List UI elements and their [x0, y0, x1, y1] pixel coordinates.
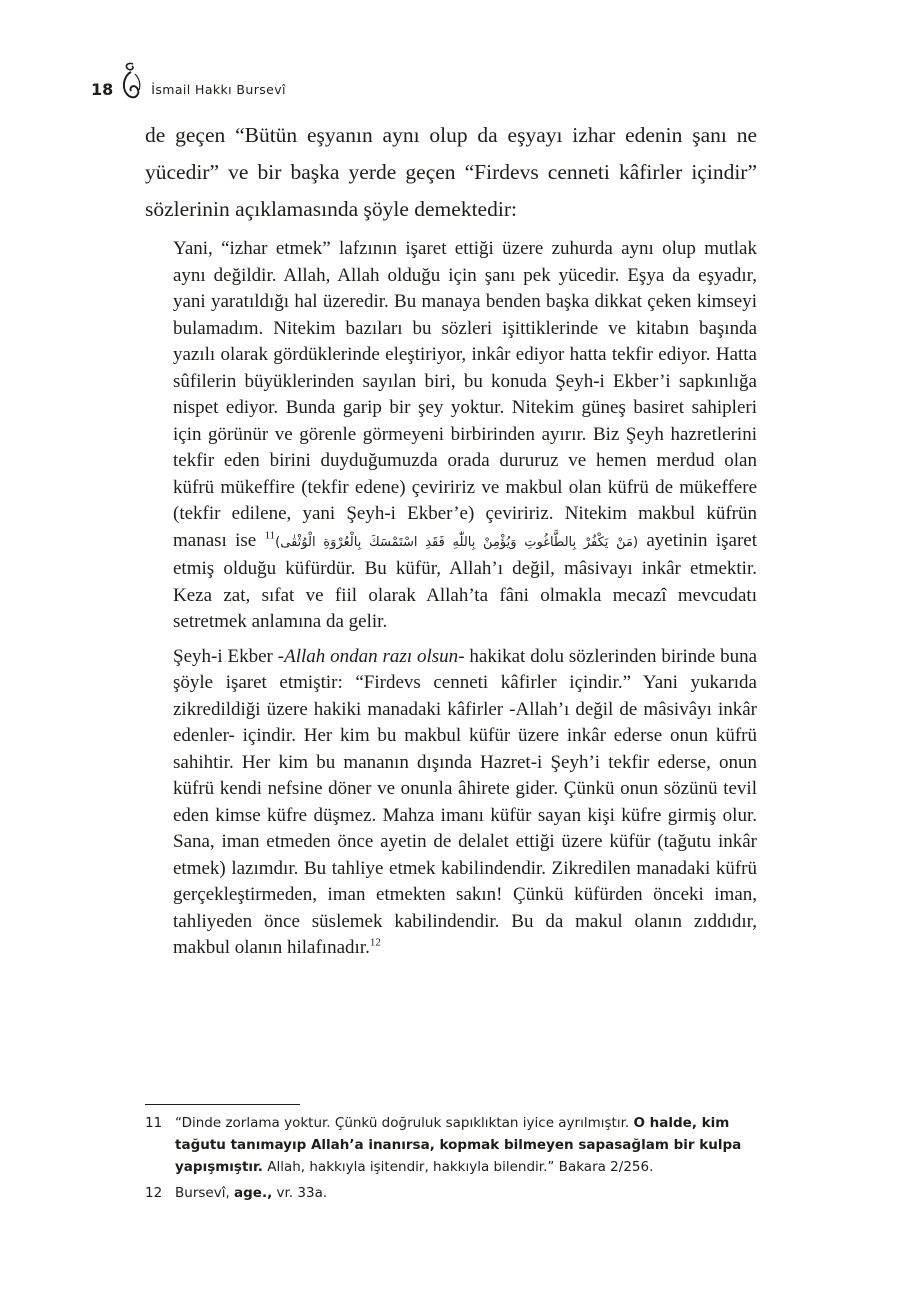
- footnote-text-part: vr. 33a.: [272, 1185, 328, 1201]
- page-number: 18: [91, 79, 114, 99]
- footnote-ref-12: 12: [369, 936, 381, 949]
- quote-text: Şeyh-i Ekber -: [173, 645, 285, 667]
- footnote-number: 12: [145, 1185, 163, 1201]
- footnotes: [145, 1112, 757, 1204]
- running-title: İsmail Hakkı Bursevî: [151, 81, 286, 97]
- page-header: [91, 60, 286, 104]
- footnote-text-part: Bursevî,: [175, 1185, 235, 1201]
- footnote-11: [145, 1112, 757, 1178]
- footnote-number: 11: [145, 1115, 163, 1131]
- footnote-ref-11: 11: [264, 529, 276, 542]
- footnote-bold-text: O halde, kim tağutu tanımayıp Allah’a inanırsa, kopmak bilmeyen sapasağlam bir kulpa yapışmıştır.: [175, 1115, 742, 1175]
- footnote-divider: [145, 1104, 300, 1105]
- arabic-verse: (مَنْ يَكْفُرْ بِالطَّاغُوتِ وَيُؤْمِنْ بِاللّٰهِ فَقَدِ اسْتَمْسَكَ بِالْعُرْوَةِ الْوُثْقٰى): [275, 534, 639, 550]
- quote-paragraph-2: [173, 644, 757, 962]
- footnote-text-part: “Dinde zorlama yoktur. Çünkü doğruluk sapıklıktan iyice ayrılmıştır.: [175, 1115, 634, 1131]
- quote-italic-phrase: Allah ondan razı olsun: [284, 645, 459, 667]
- footnote-12: [145, 1182, 757, 1204]
- intro-paragraph: de geçen “Bütün eşyanın aynı olup da eşyayı izhar edenin şanı ne yücedir” ve bir başka yerde geçen “Firdevs cenneti kâfirler içindir” sözlerinin açıklamasında şöyle demektedir:: [145, 123, 757, 221]
- quote-paragraph-1: [173, 236, 757, 636]
- footnote-bold-text: age.,: [234, 1185, 273, 1201]
- footnote-text: [175, 1112, 757, 1178]
- quote-text: ayetinin işaret etmiş olduğu küfürdür. Bu küfür, Allah’ı değil, mâsivayı inkâr etmektir. Keza zat, sıfat ve fiil olarak Allah’ta fâni olmakla mecazî mevcudatı setretmek anlamına da gelir.: [173, 529, 757, 632]
- calligraphic-ornament-icon: [119, 60, 145, 104]
- footnote-text: [175, 1182, 757, 1204]
- block-quote: [173, 236, 757, 962]
- footnote-text-part: Allah, hakkıyla işitendir, hakkıyla bilendir.” Bakara 2/256.: [262, 1159, 654, 1175]
- quote-text: - hakikat dolu sözlerinden birinde buna şöyle işaret etmiştir: “Firdevs cenneti kâfirler içindir.” Yani yukarıda zikredildiği üzere hakiki manadaki kâfirler -Allah’ı değil de mâsivâyı inkâr edenler- içindir. Her kim bu makbul küfür üzere inkâr ederse onun küfrü sahihtir. Her kim bu mananın dışında Hazret-i Şeyh’i tekfir ederse, onun küfrü kendi nefsine döner ve onunla âhirete gider. Çünkü onun sözünü tevil eden kimse küfre düşmez. Mahza imanı küfür sayan kişi küfre girmiş olur. Sana, iman etmeden önce ayetin de delalet ettiği üzere küfür (tağutu inkâr etmek) lazımdır. Bu tahliye etmek kabilindendir. Zikredilen manadaki küfrü gerçekleştirmeden, iman etmekten sakın! Çünkü küfürden önceki iman, tahliyeden önce süslemek kabilindendir. Bu da makul olanın zıddıdır, makbul olanın hilafınadır.: [173, 645, 758, 958]
- quote-text: Yani, “izhar etmek” lafzının işaret ettiği üzere zuhurda aynı olup mutlak aynı değildir. Allah, Allah olduğu için şanı pek yücedir. Eşya da eşyadır, yani yaratıldığı hal üzeredir. Bu manaya benden başka dikkat çeken kimseyi bulamadım. Nitekim bazıları bu sözleri işittiklerinde ve kitabın başında yazılı olarak gördüklerinde eleştiriyor, inkâr ediyor hatta tekfir ediyor. Hatta sûfilerin büyüklerinden sayılan biri, bu konuda Şeyh-i Ekber’i sapkınlığa nispet ediyor. Bunda garip bir şey yoktur. Nitekim güneş basiret sahipleri için görünür ve görenle görmeyeni birbirinden ayırır. Biz Şeyh hazretlerini tekfir eden birini duyduğumuzda orada dururuz ve hemen merdud olan küfrü mükeffire (tekfir edene) çeviririz ve makbul olan küfrü de mükeffere (tekfir edilene, yani Şeyh-i Ekber’e) çeviririz. Nitekim makbul küfrün manası ise: [173, 238, 757, 551]
